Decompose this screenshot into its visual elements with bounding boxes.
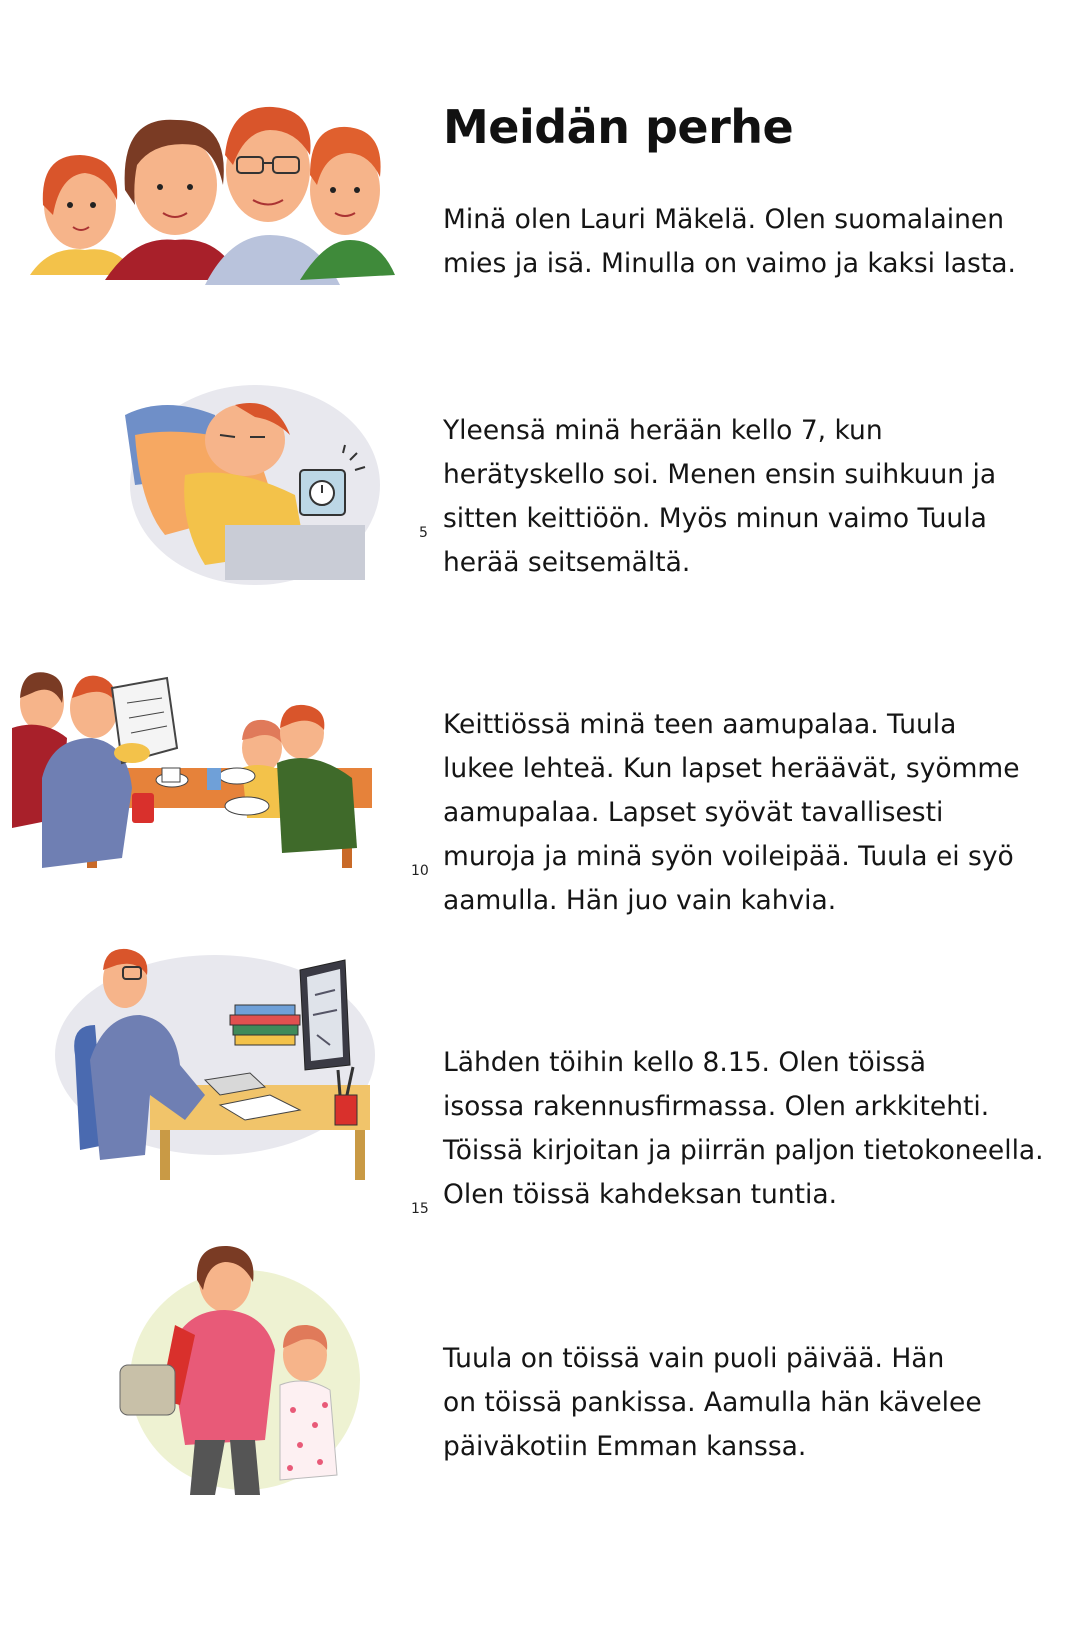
paragraph-5 bbox=[443, 1337, 982, 1469]
text-line: herää seitsemältä. bbox=[443, 547, 691, 578]
text-line: Keittiössä minä teen aamupalaa. Tuula bbox=[443, 709, 957, 740]
man-at-computer-illustration bbox=[55, 945, 385, 1185]
line-number: 5 bbox=[419, 525, 428, 541]
text-line: herätyskello soi. Menen ensin suihkuun ja bbox=[443, 459, 997, 490]
line-number: 15 bbox=[411, 1201, 429, 1217]
text-line: Tuula on töissä vain puoli päivää. Hän bbox=[443, 1343, 945, 1374]
text-line: isossa rakennusfirmassa. Olen arkkitehti. bbox=[443, 1091, 990, 1122]
text-line: Töissä kirjoitan ja piirrän paljon tietokoneella. bbox=[443, 1135, 1044, 1166]
page-title: Meidän perhe bbox=[443, 100, 794, 154]
paragraph-4 bbox=[411, 1041, 1044, 1217]
text-line: lukee lehteä. Kun lapset heräävät, syömme bbox=[443, 753, 1020, 784]
text-line: mies ja isä. Minulla on vaimo ja kaksi lasta. bbox=[443, 248, 1016, 279]
text-line: Yleensä minä herään kello 7, kun bbox=[443, 415, 883, 446]
text-line bbox=[411, 835, 1020, 879]
man-waking-in-bed-illustration bbox=[125, 375, 385, 595]
text-line: Minä olen Lauri Mäkelä. Olen suomalainen bbox=[443, 204, 1004, 235]
text-line: aamulla. Hän juo vain kahvia. bbox=[443, 885, 837, 916]
text-line: aamupalaa. Lapset syövät tavallisesti bbox=[443, 797, 944, 828]
family-portrait-illustration bbox=[25, 95, 395, 290]
text-line bbox=[411, 1173, 1044, 1217]
text-line: Lähden töihin kello 8.15. Olen töissä bbox=[443, 1047, 926, 1078]
text-line: on töissä pankissa. Aamulla hän kävelee bbox=[443, 1387, 982, 1418]
paragraph-3 bbox=[411, 703, 1020, 923]
text-line bbox=[419, 497, 996, 541]
text-line-content: muroja ja minä syön voileipää. Tuula ei syö bbox=[443, 841, 1014, 872]
text-line-content: Olen töissä kahdeksan tuntia. bbox=[443, 1179, 838, 1210]
family-breakfast-illustration bbox=[12, 668, 382, 878]
text-line-content: sitten keittiöön. Myös minun vaimo Tuula bbox=[443, 503, 987, 534]
mother-and-daughter-illustration bbox=[115, 1240, 365, 1505]
paragraph-1 bbox=[443, 198, 1016, 286]
paragraph-2 bbox=[419, 409, 997, 585]
text-line: päiväkotiin Emman kanssa. bbox=[443, 1431, 807, 1462]
line-number: 10 bbox=[411, 863, 429, 879]
